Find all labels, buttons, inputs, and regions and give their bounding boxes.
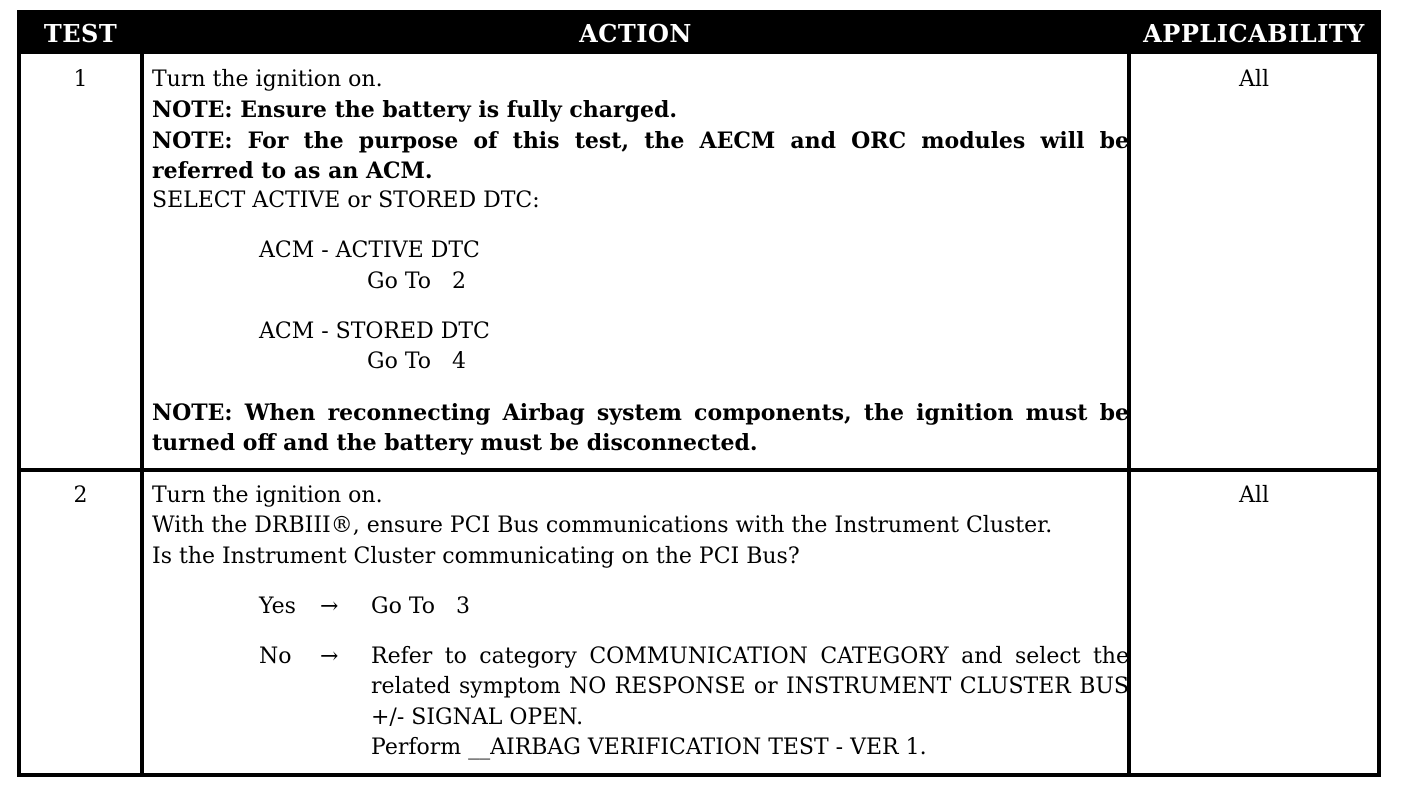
note-text: NOTE: For the purpose of this test, the AECM and ORC modules will be referred to as an ACM. [152, 127, 1129, 184]
action-step: Turn the ignition on. [152, 483, 383, 508]
applicability-value: All [1239, 67, 1269, 92]
note-text: NOTE: When reconnecting Airbag system components, the ignition must be turned off and the battery must be disconnected. [152, 399, 1129, 456]
table-header [21, 14, 1377, 54]
option-label: ACM - ACTIVE DTC [259, 238, 480, 264]
header-applicability: APPLICABILITY [1143, 19, 1365, 48]
test-number: 2 [73, 483, 88, 508]
yes-label: Yes [259, 593, 296, 619]
option-label: ACM - STORED DTC [259, 319, 490, 345]
arrow-icon: → [320, 644, 339, 670]
test-number: 1 [73, 67, 88, 92]
yes-branch [152, 592, 1129, 622]
action-step: With the DRBIII®, ensure PCI Bus communications with the Instrument Cluster. [152, 513, 1053, 539]
dtc-option [152, 236, 1129, 297]
action-step: Turn the ignition on. [152, 67, 383, 92]
action-cell [144, 481, 1137, 763]
perform-instruction: Perform __AIRBAG VERIFICATION TEST - VER 1. [371, 735, 927, 761]
action-cell [144, 65, 1137, 458]
header-test: TEST [43, 19, 118, 48]
no-label: No [259, 644, 292, 670]
dtc-option [152, 317, 1129, 378]
note-text: NOTE: Ensure the battery is fully charged. [152, 97, 678, 124]
select-prompt: SELECT ACTIVE or STORED DTC: [152, 188, 540, 214]
diagnostic-test-table [17, 10, 1381, 777]
no-instruction: Refer to category COMMUNICATION CATEGORY and select the related symptom NO RESPONSE or INSTRUMENT CLUSTER BUS +/- SIGNAL OPEN. [371, 644, 1129, 730]
yes-goto: Go To 3 [371, 593, 470, 619]
row-divider [21, 468, 1377, 472]
header-action: ACTION [579, 19, 692, 48]
option-goto: Go To 4 [367, 349, 466, 375]
arrow-icon: → [320, 593, 339, 619]
question-text: Is the Instrument Cluster communicating on the PCI Bus? [152, 543, 800, 569]
option-goto: Go To 2 [367, 268, 466, 294]
no-branch [152, 642, 1129, 763]
applicability-value: All [1239, 483, 1269, 508]
